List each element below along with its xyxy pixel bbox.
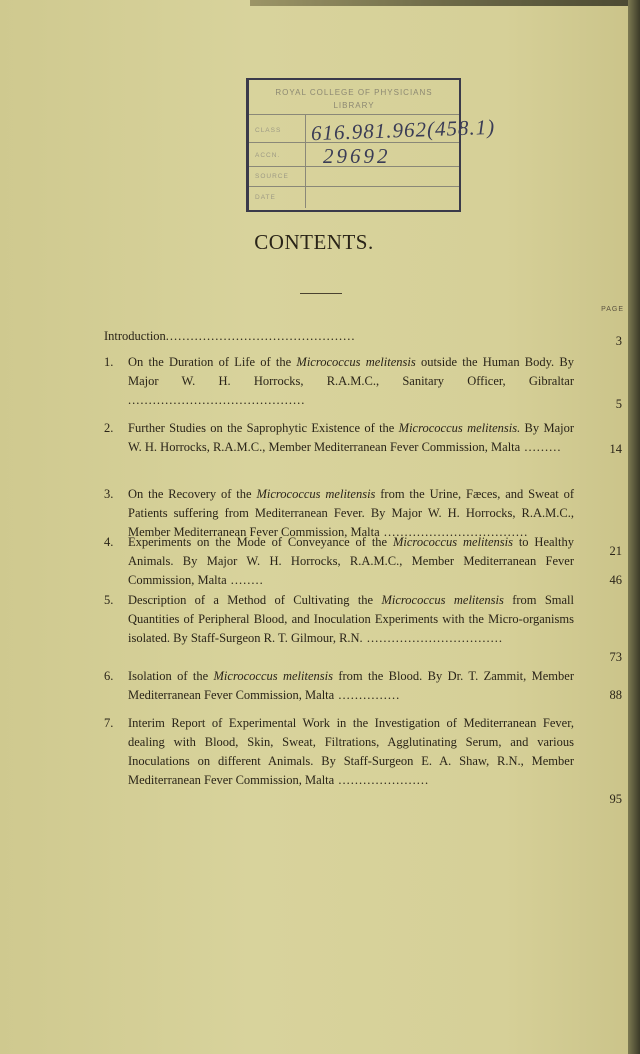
- stamp-class-number: 616.981.962(458.1): [310, 114, 496, 146]
- toc-introduction-label: Introduction: [104, 329, 166, 343]
- toc-entry-text: Description of a Method of Cultivating the Micrococcus melitensis from Small Quantities of Peripheral Blood, and Inoculation Experiments with the Micro-organisms isolated. By Staff-Surgeon R. T. Gilmour, R.N. .................................: [128, 593, 574, 645]
- toc-entry-number: 3.: [104, 487, 114, 501]
- toc-entry-text: Experiments on the Mode of Conveyance of the Micrococcus melitensis to Healthy Animals. By Major W. H. Horrocks, R.A.M.C., Member Mediterranean Fever Commission, Malta ........: [128, 535, 574, 587]
- stamp-class-label: CLASS: [255, 127, 282, 134]
- toc-page-number: 88: [609, 688, 622, 702]
- page-binding-edge: [628, 0, 640, 1054]
- toc-introduction: Introduction.............................................. 3: [104, 327, 622, 346]
- toc-entry-number: 4.: [104, 535, 114, 549]
- toc-page-number: 73: [609, 650, 622, 664]
- stamp-divider: [249, 114, 459, 115]
- toc-page-number: 46: [609, 573, 622, 587]
- stamp-divider: [249, 186, 459, 187]
- toc-entry-text: Interim Report of Experimental Work in the Investigation of Mediterranean Fever, dealing with Blood, Skin, Sweat, Filtrations, Agglutinating Serum, and various Inoculations on different Animals. By Staff-Surgeon E. A. Shaw, R.N., Member Mediterranean Fever Commission, Malta ......................: [128, 716, 574, 787]
- toc-page-number: 5: [615, 397, 622, 411]
- stamp-accn-label: ACCN.: [255, 152, 281, 159]
- toc-entry-number: 1.: [104, 355, 114, 369]
- toc-entry-number: 2.: [104, 421, 114, 435]
- page-top-shadow: [250, 0, 640, 6]
- toc-entry-text: Further Studies on the Saprophytic Existence of the Micrococcus melitensis. By Major W. H. Horrocks, R.A.M.C., Member Mediterranean Fever Commission, Malta .........: [128, 421, 575, 454]
- toc-page-number: 95: [609, 792, 622, 806]
- toc-page-number: 14: [609, 442, 622, 456]
- toc-page-number: 3: [615, 334, 622, 348]
- toc-entry-text: On the Recovery of the Micrococcus melitensis from the Urine, Fæces, and Sweat of Patients suffering from Mediterranean Fever. By Major W. H. Horrocks, R.A.M.C., Member Mediterranean Fever Commission, Malta ...................................: [128, 487, 574, 539]
- toc-entry-number: 5.: [104, 593, 114, 607]
- stamp-source-label: SOURCE: [255, 173, 289, 180]
- toc-entry-text: Isolation of the Micrococcus melitensis from the Blood. By Dr. T. Zammit, Member Mediterranean Fever Commission, Malta ...............: [128, 669, 574, 702]
- toc-entry-number: 7.: [104, 716, 114, 730]
- toc-entry-text: On the Duration of Life of the Micrococcus melitensis outside the Human Body. By Major W. H. Horrocks, R.A.M.C., Sanitary Officer, Gibraltar ...........................................: [128, 355, 574, 407]
- stamp-column-line: [305, 114, 306, 208]
- library-stamp: [246, 78, 496, 212]
- stamp-date-label: DATE: [255, 194, 276, 201]
- title-rule: [300, 293, 342, 294]
- toc-entry-number: 6.: [104, 669, 114, 683]
- stamp-header: ROYAL COLLEGE OF PHYSICIANS LIBRARY: [275, 88, 433, 110]
- page-column-header: PAGE: [601, 306, 624, 313]
- toc-page-number: 21: [609, 544, 622, 558]
- stamp-accession-number: 29692: [323, 144, 391, 168]
- page-title: CONTENTS.: [254, 230, 374, 254]
